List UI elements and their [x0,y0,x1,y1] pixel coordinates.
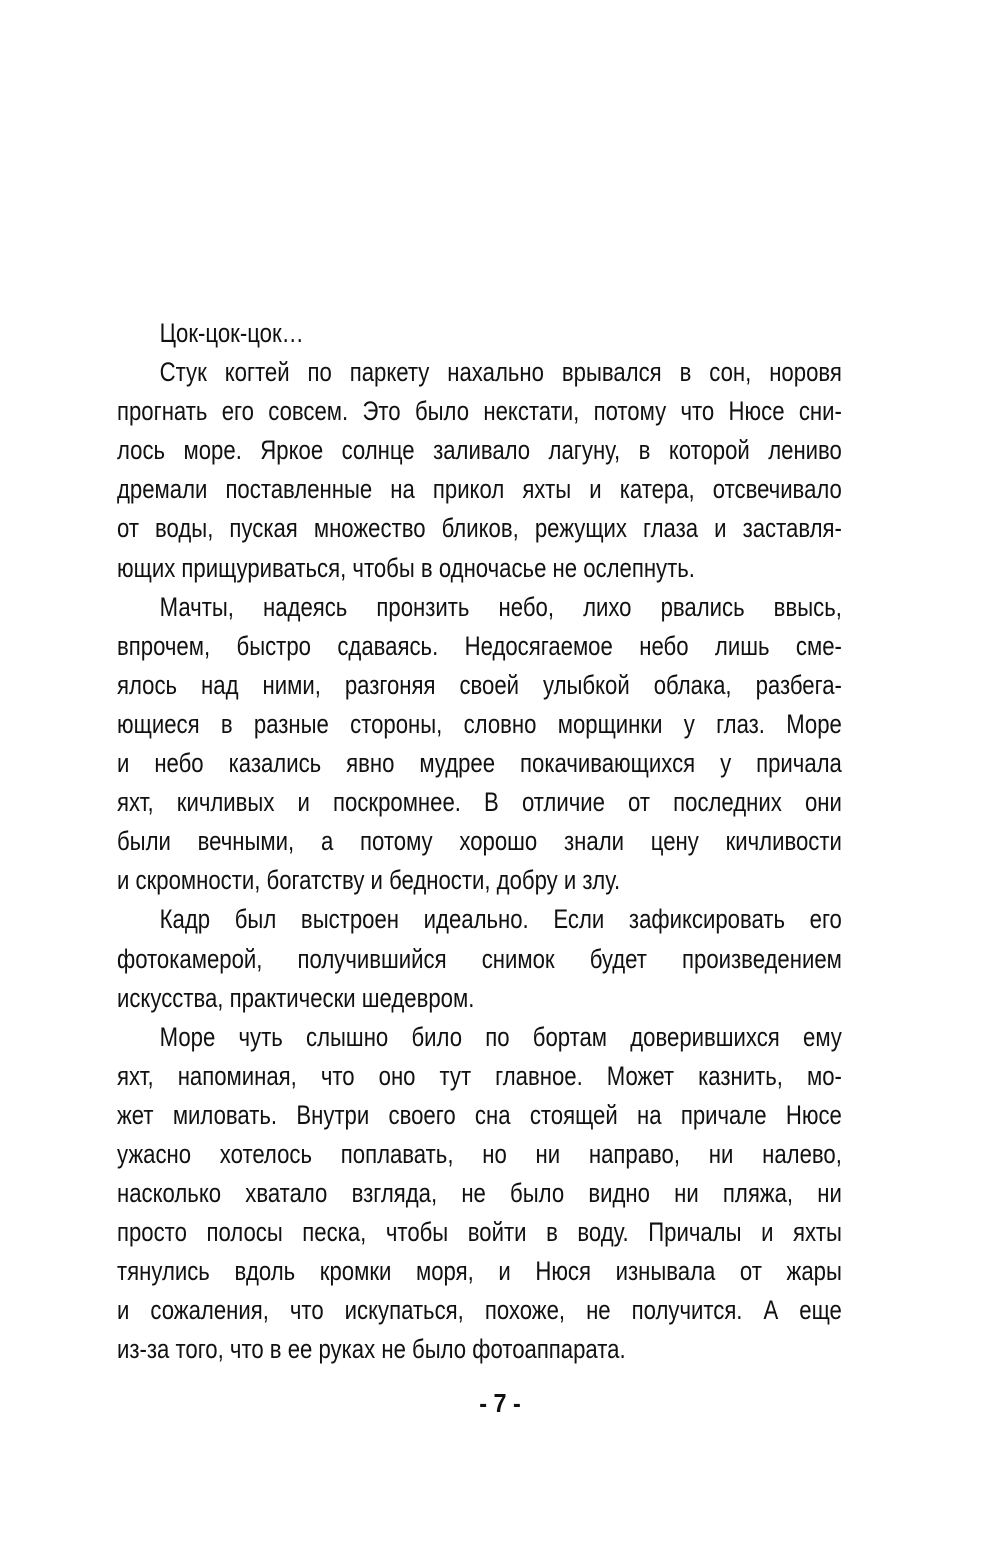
text-line: тянулись вдоль кромки моря, и Нюся изнывала от жары [117,1256,842,1287]
text-line: насколько хватало взгляда, не было видно ни пляжа, ни [117,1178,842,1209]
text-line: яхт, напоминая, что оно тут главное. Может казнить, мо- [117,1060,842,1091]
text-line: ющиеся в разные стороны, словно морщинки у глаз. Море [117,708,842,739]
text-line: и небо казались явно мудрее покачивающихся у причала [117,748,842,779]
text-line: дремали поставленные на прикол яхты и катера, отсвечивало [117,474,842,505]
text-line: Мачты, надеясь пронзить небо, лихо рвались ввысь, [159,591,842,622]
text-line: жет миловать. Внутри своего сна стоящей на причале Нюсе [117,1099,842,1130]
text-line: яхт, кичливых и поскромнее. В отличие от последних они [117,787,842,818]
text-line: ужасно хотелось поплавать, но ни направо, ни налево, [117,1138,842,1169]
text-line: Кадр был выстроен идеально. Если зафиксировать его [159,904,842,935]
text-line: и скромности, богатству и бедности, добру и злу. [117,865,621,896]
text-line: просто полосы песка, чтобы войти в воду. Причалы и яхты [117,1217,842,1248]
text-line: лось море. Яркое солнце заливало лагуну, в которой лениво [117,435,842,466]
text-line: от воды, пуская множество бликов, режущих глаза и заставля- [117,513,842,544]
text-line: из-за того, что в ее руках не было фотоаппарата. [117,1334,626,1365]
text-line: ялось над ними, разгоняя своей улыбкой облака, разбега- [117,669,842,700]
text-line: Цок-цок-цок… [159,318,304,348]
text-line: Море чуть слышно било по бортам доверившихся ему [159,1021,842,1052]
text-line: Стук когтей по паркету нахально врывался в сон, норовя [159,357,842,388]
body-text [117,314,842,1370]
text-line: искусства, практически шедевром. [117,982,475,1013]
text-line: и сожаления, что искупаться, похоже, не получится. А еще [117,1295,842,1326]
text-line: ющих прищуриваться, чтобы в одночасье не ослепнуть. [117,552,695,583]
text-line: прогнать его совсем. Это было некстати, потому что Нюсе сни- [117,396,842,427]
text-line: впрочем, быстро сдаваясь. Недосягаемое небо лишь сме- [117,630,842,661]
text-line: фотокамерой, получившийся снимок будет произведением [117,943,842,974]
page-number: - 7 - [479,1388,521,1418]
text-line: были вечными, а потому хорошо знали цену кичливости [117,826,842,857]
